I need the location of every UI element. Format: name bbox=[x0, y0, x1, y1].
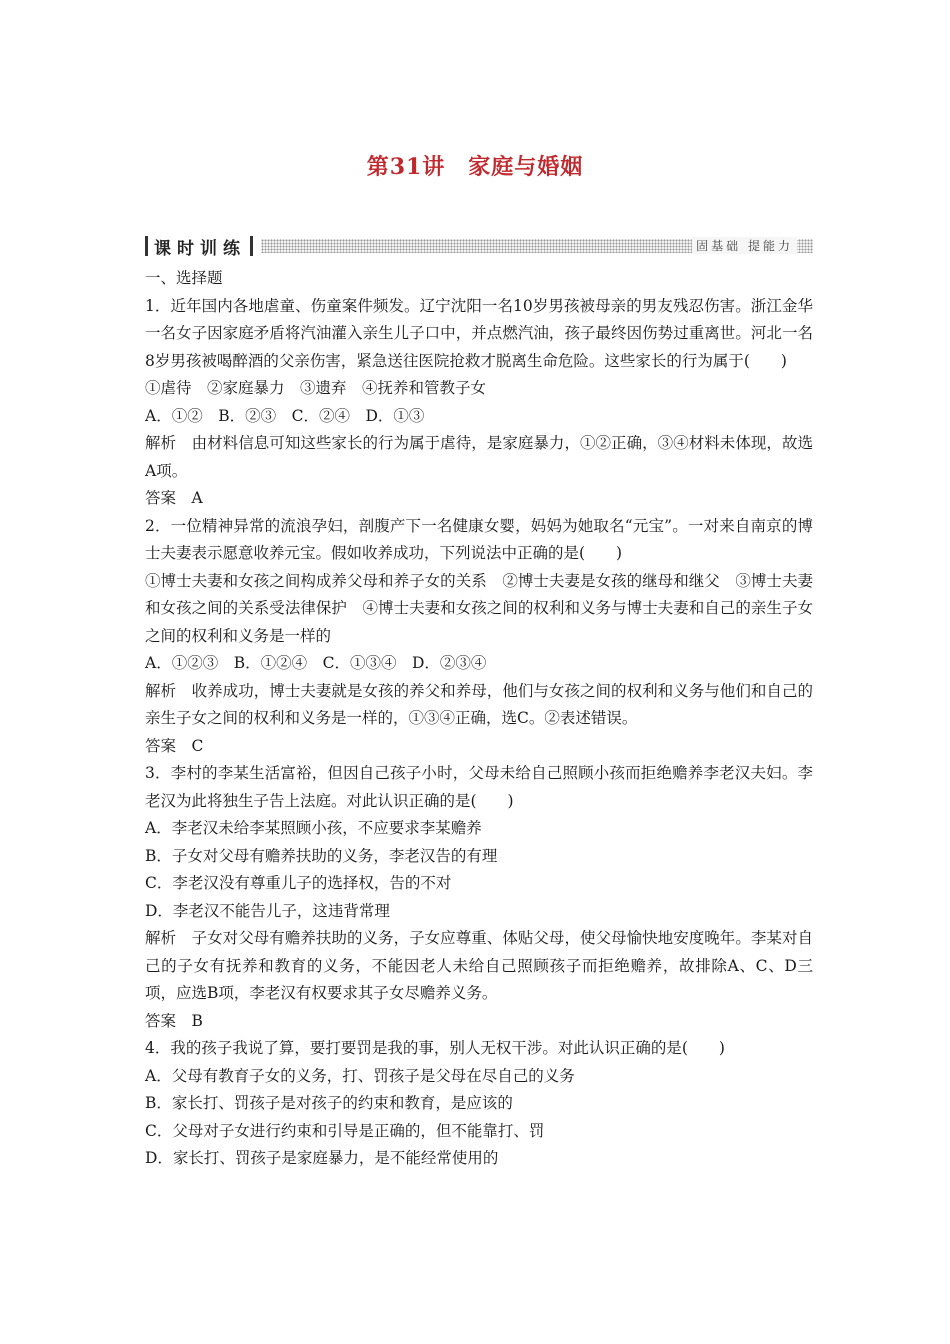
document-body bbox=[145, 265, 813, 1173]
question-option: A．李老汉未给李某照顾小孩，不应要求李某赡养 bbox=[145, 819, 482, 837]
banner-label: 课时训练 bbox=[154, 238, 246, 259]
section-banner bbox=[145, 234, 813, 258]
question-stem: 3．李村的李某生活富裕，但因自己孩子小时，父母未给自己照顾小孩而拒绝赡养李老汉夫妇。李老汉为此将独生子告上法庭。对此认识正确的是( ) bbox=[145, 764, 813, 810]
question-answer: 答案 A bbox=[145, 489, 203, 507]
question-items: ①虐待 ②家庭暴力 ③遗弃 ④抚养和管教子女 bbox=[145, 379, 487, 397]
question-options: A．①② B．②③ C．②④ D．①③ bbox=[145, 406, 425, 425]
question-option: B．子女对父母有赡养扶助的义务，李老汉告的有理 bbox=[145, 846, 498, 865]
section-heading: 一、选择题 bbox=[145, 269, 223, 287]
banner-tag: 固基础 提能力 bbox=[692, 237, 797, 254]
question-analysis: 解析 由材料信息可知这些家长的行为属于虐待，是家庭暴力，①②正确，③④材料未体现，故选A项。 bbox=[145, 434, 813, 480]
question-answer: 答案 C bbox=[145, 736, 204, 755]
banner-dotted-fill bbox=[261, 239, 813, 253]
question-stem: 4．我的孩子我说了算，要打要罚是我的事，别人无权干涉。对此认识正确的是( ) bbox=[145, 1039, 725, 1057]
banner-right-bar bbox=[250, 236, 253, 256]
question-analysis: 解析 收养成功，博士夫妻就是女孩的养父和养母，他们与女孩之间的权利和义务与他们和自己的亲生子女之间的权利和义务是一样的，①③④正确，选C。②表述错误。 bbox=[145, 681, 813, 727]
question-stem: 2．一位精神异常的流浪孕妇，剖腹产下一名健康女婴，妈妈为她取名“元宝”。一对来自南京的博士夫妻表示愿意收养元宝。假如收养成功，下列说法中正确的是( ) bbox=[145, 516, 813, 562]
question-analysis: 解析 子女对父母有赡养扶助的义务，子女应尊重、体贴父母，使父母愉快地安度晚年。李某对自己的子女有抚养和教育的义务，不能因老人未给自己照顾孩子而拒绝赡养，故排除A、C、D三项，应选B项，李老汉有权要求其子女尽赡养义务。 bbox=[145, 929, 813, 1002]
question-option: A．父母有教育子女的义务，打、罚孩子是父母在尽自己的义务 bbox=[145, 1066, 575, 1085]
question-option: D．家长打、罚孩子是家庭暴力，是不能经常使用的 bbox=[145, 1149, 499, 1167]
question-options: A．①②③ B．①②④ C．①③④ D．②③④ bbox=[145, 654, 487, 672]
question-option: B．家长打、罚孩子是对孩子的约束和教育，是应该的 bbox=[145, 1094, 513, 1112]
question-option: D．李老汉不能告儿子，这违背常理 bbox=[145, 901, 390, 920]
question-stem: 1．近年国内各地虐童、伤童案件频发。辽宁沈阳一名10岁男孩被母亲的男友残忍伤害。浙江金华一名女子因家庭矛盾将汽油灌入亲生儿子口中，并点燃汽油，孩子最终因伤势过重离世。河北一名8岁男孩被喝醉酒的父亲伤害，紧急送往医院抢救才脱离生命危险。这些家长的行为属于( ) bbox=[145, 296, 813, 370]
question-option: C．父母对子女进行约束和引导是正确的，但不能靠打、罚 bbox=[145, 1121, 545, 1140]
question-items: ①博士夫妻和女孩之间构成养父母和养子女的关系 ②博士夫妻是女孩的继母和继父 ③博士夫妻和女孩之间的关系受法律保护 ④博士夫妻和女孩之间的权利和义务与博士夫妻和自己的亲生子女之间的权利和义务是一样的 bbox=[145, 571, 813, 645]
question-answer: 答案 B bbox=[145, 1011, 203, 1030]
page-title: 第31讲 家庭与婚姻 bbox=[366, 154, 584, 180]
question-option: C．李老汉没有尊重儿子的选择权，告的不对 bbox=[145, 874, 452, 892]
